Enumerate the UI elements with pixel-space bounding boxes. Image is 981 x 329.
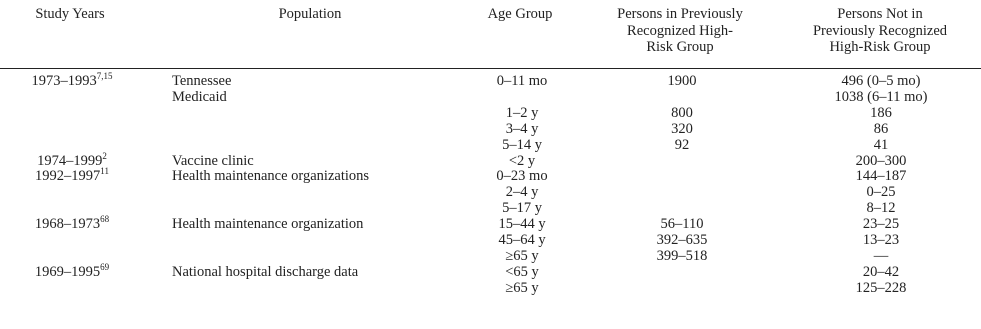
not-high-risk-cell: 144–187: [855, 168, 907, 185]
column-header-population: [230, 6, 390, 23]
column-header-not-high-risk: [790, 6, 970, 56]
header-line: Population: [278, 6, 342, 22]
study-years-cell: 1992–1997$^{11}$: [35, 166, 109, 185]
study-years-cell: 1974–1999$^2$: [37, 150, 107, 169]
population-cell: National hospital discharge data: [172, 263, 359, 280]
age-group-cell: ≥65 y: [505, 247, 539, 264]
population-cell: Health maintenance organization: [172, 216, 364, 233]
header-line: Previously Recognized: [812, 22, 948, 39]
not-high-risk-cell: 1038 (6–11 mo): [834, 88, 928, 105]
age-group-cell: 5–14 y: [502, 136, 542, 153]
study-years-cell: 1968–1973$^{68}$: [34, 214, 110, 233]
reference-superscript: 11: [100, 166, 109, 177]
population-cell: Vaccine clinic: [172, 152, 254, 169]
not-high-risk-cell: —: [873, 247, 889, 264]
header-line: Persons Not in: [837, 6, 923, 22]
not-high-risk-cell: 125–228: [855, 279, 907, 296]
header-line: Persons in Previously: [617, 6, 743, 22]
high-risk-cell: 399–518: [656, 247, 708, 264]
age-group-cell: 1–2 y: [505, 104, 539, 121]
not-high-risk-cell: 86: [873, 120, 889, 137]
not-high-risk-cell: 496 (0–5 mo): [841, 73, 921, 89]
age-group-cell: 5–17 y: [502, 200, 542, 217]
age-group-cell: <2 y: [508, 152, 536, 169]
header-line: Risk Group: [646, 39, 714, 56]
age-group-cell: 2–4 y: [505, 184, 539, 201]
reference-superscript: 7,15: [96, 71, 113, 81]
reference-superscript: 68: [100, 214, 110, 225]
population-cell: Medicaid: [172, 88, 227, 105]
reference-superscript: 69: [100, 261, 110, 272]
high-risk-cell: 800: [671, 104, 693, 121]
header-rule: [0, 68, 981, 69]
high-risk-cell: 56–110: [660, 216, 704, 233]
not-high-risk-cell: 186: [870, 104, 892, 121]
column-header-age-group: [455, 6, 585, 23]
study-years-cell: 1969–1995$^{69}$: [34, 261, 110, 280]
study-years-cell: 1973–1993$^{7,15}$: [31, 71, 113, 89]
population-cell: Health maintenance organizations: [172, 168, 370, 185]
high-risk-cell: 1900: [667, 73, 697, 89]
age-group-cell: 0–23 mo: [496, 168, 548, 185]
not-high-risk-cell: 20–42: [862, 263, 900, 280]
not-high-risk-cell: 8–12: [866, 200, 896, 217]
population-cell: Tennessee: [172, 73, 232, 89]
not-high-risk-cell: 0–25: [866, 184, 896, 201]
not-high-risk-cell: 41: [873, 136, 889, 153]
header-line: Study Years: [35, 6, 105, 22]
age-group-cell: 0–11 mo: [496, 73, 548, 89]
not-high-risk-cell: 13–23: [862, 232, 900, 248]
not-high-risk-cell: 200–300: [855, 152, 907, 169]
high-risk-cell: 92: [674, 136, 690, 153]
column-header-high-risk: [590, 6, 770, 56]
reference-superscript: 2: [102, 150, 107, 161]
column-header-study-years: [20, 6, 120, 23]
age-group-cell: 3–4 y: [505, 120, 539, 137]
age-group-cell: <65 y: [505, 263, 539, 280]
header-line: High-Risk Group: [829, 39, 931, 56]
high-risk-cell: 320: [671, 120, 693, 137]
high-risk-cell: 392–635: [656, 232, 708, 248]
header-line: Age Group: [487, 6, 553, 22]
age-group-cell: 45–64 y: [498, 232, 546, 248]
not-high-risk-cell: 23–25: [862, 216, 900, 233]
header-line: Recognized High-: [627, 22, 733, 39]
age-group-cell: 15–44 y: [498, 216, 546, 233]
age-group-cell: ≥65 y: [505, 279, 539, 296]
